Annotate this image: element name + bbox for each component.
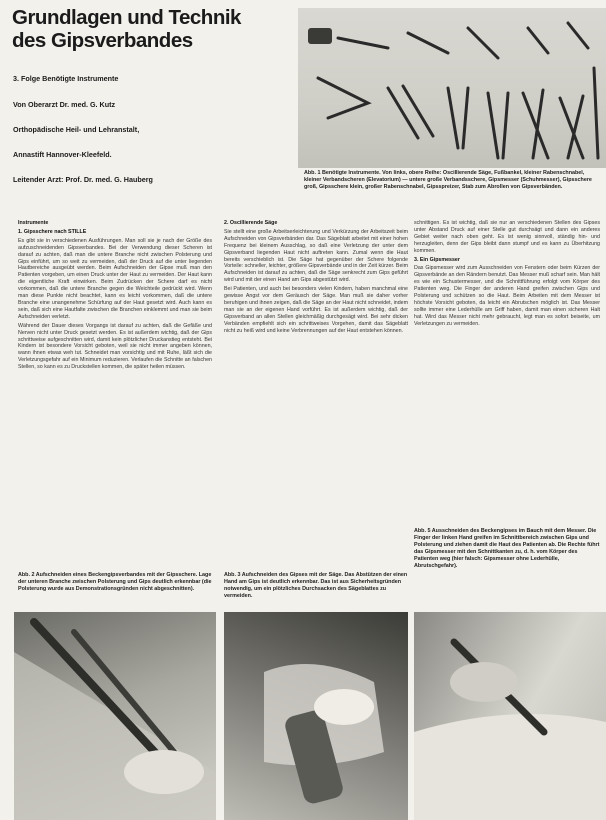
saw-cast-illustration — [224, 612, 408, 820]
column-1-paragraph: Während der Dauer dieses Vorgangs ist darauf zu achten, daß die Gefäße und Nerven nicht unter Druck gesetzt werden. Es ist außerdem wichtig, daß der Gips schrittweise aufgeschnitten wird, damit kein plötzlicher Druckanstieg entsteht. Bei Kindern ist besondere Vorsicht geboten, weil sie nicht immer angeben können, wann ihnen etwas weh tut. Schneidet man vorsichtig und mit Ruhe, läßt sich die Verletzungsgefahr auf ein Minimum reduzieren. Verlaufen die Schnitte an falschen Stellen, so kann es zu Druckstellen kommen, die später heilen müssen. — [18, 322, 212, 371]
title-line-2: des Gipsverbandes — [12, 29, 193, 52]
figure-1-caption: Abb. 1 Benötigte Instrumente. Von links, obere Reihe: Oscillierende Säge, Fußbankel, kleiner Rabenschnabel, kleiner Verbandscheren (Elevatorium) — untere große Verbandsschere, Gipsmesser (Schuhmesser), Gipsschere groß, Gipsschere klein, großer Rabenschnabel, Gipsspreizer, Stab zum Abrollen von Gipsverbänden. — [304, 170, 592, 190]
figure-3-photo — [224, 612, 408, 820]
instruments-illustration — [298, 8, 606, 168]
column-2-heading: 2. Oscillierende Säge — [224, 220, 278, 226]
institution-line: Orthopädische Heil- und Lehranstalt, — [13, 125, 140, 134]
author-line: Von Oberarzt Dr. med. G. Kutz — [13, 100, 116, 109]
column-3-heading: 3. Ein Gipsmesser — [414, 256, 460, 263]
figure-1-photo — [298, 8, 606, 168]
figure-5-caption: Abb. 5 Ausschneiden des Beckengipses im Bauch mit dem Messer. Die Finger der linken Hand greifen im Schnittbereich zwischen Gips und Polsterung und ziehen damit die Haut des Patienten ab. Die Rechte führt das Gipsmesser mit den Schnittkanten zu, d. h. vom Körper des Patienten weg (hier falsch: Gipsmesser ohne Lederhülle, Abrutschgefahr). — [414, 528, 600, 569]
figure-5-photo — [414, 612, 606, 820]
text-column-3 — [414, 220, 600, 520]
column-2-paragraph: Bei Patienten, und auch bei besonders vielen Kindern, haben manchmal eine gewisse Angst vor dem Geräusch der Säge. Man muß sie daher vorher beruhigen und ihnen zeigen, daß die Säge an der Haut nicht schneidet, indem man sie an der eigenen Hand vorführt. Es ist außerdem wichtig, daß der Gipsverband an allen Stellen gleichmäßig durchgesägt wird. Bei sehr dicken Verbänden empfiehlt sich ein schrittweises Vorgehen, damit das Sägeblatt nicht zu heiß wird und keine Verbrennungen auf der Haut entstehen können. — [224, 286, 408, 334]
knife-cast-illustration — [414, 612, 606, 820]
page-title — [12, 6, 312, 52]
column-3-paragraph: schnittigen. Es ist wichtig, daß sie nur an verschiedenen Stellen des Gipses unter Abstand Druck auf einer Stelle gut durchsägt und dann ein anderes Gebiet weiter nach oben geht. Es ist wenig sinnvoll, ständig hin- und herzugleiten, denn der Gips bleibt dann stumpf und es kann zu Überhitzung kommen. — [414, 220, 600, 254]
column-2-paragraph: Sie stellt eine große Arbeitserleichterung und Verkürzung der Arbeitszeit beim Aufschneiden von Gipsverbänden dar. Das Sägeblatt arbeitet mit einer hohen Frequenz bei kleinem Ausschlag, so daß eine Verletzung der unter dem Gipsverband liegenden Haut nicht auftreten kann. Zumal wenn die Haut bereits verschieblich ist. Die Säge hat gegenüber der Schere folgende Vorteile: schneller, leichter, größere Gipsverbände und in der Zeit kürzer. Beim Aufschneiden ist darauf zu achten, daß die Säge senkrecht zum Gips geführt wird und mit der einen Hand am Gips abgestützt wird. — [224, 228, 408, 284]
column-3-paragraph: Das Gipsmesser wird zum Ausschneiden von Fenstern oder beim Kürzen der Gipsverbände an den Rändern benutzt. Das Messer muß scharf sein. Man hält es wie ein Schustermesser, und die Schnittführung erfolgt vom Körper des Patienten weg. Die Finger der anderen Hand greifen zwischen Gips und Polsterung und schützen so die Haut. Beim Arbeiten mit dem Messer ist höchste Vorsicht geboten, da leicht ein Abrutschen möglich ist. Das Messer sollte immer eine Lederhülle am Griff haben, damit man einen sicheren Halt hat. Wird das Messer nicht mehr gebraucht, legt man es sofort beiseite, um Verletzungen zu vermeiden. — [414, 265, 600, 327]
series-label: 3. Folge Benötigte Instrumente — [13, 74, 119, 83]
text-column-1 — [18, 220, 212, 566]
column-1-heading: Instrumente — [18, 220, 49, 226]
director-line: Leitender Arzt: Prof. Dr. med. G. Hauberg — [13, 175, 153, 184]
figure-2-photo — [14, 612, 216, 820]
figure-3-caption: Abb. 3 Aufschneiden des Gipses mit der Säge. Das Abstützen der einen Hand am Gips ist deutlich erkennbar. Das ist aus Sicherheitsgründen notwendig, um ein plötzliches Durchsacken des Sägeblattes zu vermeiden. — [224, 572, 408, 599]
column-1-subheading: 1. Gipsschere nach STILLE — [18, 228, 87, 235]
scissors-cast-illustration — [14, 612, 216, 820]
column-1-paragraph: Es gibt sie in verschiedenen Ausführungen. Man soll sie je nach der Größe des aufzuschneidenden Gipsverbandes. Bei der Verwendung dieser Scheren ist darauf zu achten, daß man die untere Branche nicht zwischen Polsterung und Gips einführt, um so weit zu vermeiden, daß der Druck auf die unter liegenden Hautbereiche ausgeübt werden. Beim Aufschneiden der Gipse muß man den Patienten vorgeben, um einen Druck unter der Haut zu vermeiden. Der Haut kann die eigentliche Kraft einwirken. Beim Zudrücken der Schere darf es nicht vorkommen, daß die untere Branche gegen die Weichteile gedrückt wird. Wenn man diese Punkte nicht beachtet, kann es leicht vorkommen, daß die untere Branche eine unangenehme Schürfung auf der Haut gesetzt wird. Auch kann es sein, daß sich eine Hautfalte zwischen die Branchen einklemmt und man sie beim Aufschneiden verletzt. — [18, 237, 212, 320]
text-column-2 — [224, 220, 408, 566]
figure-2-caption: Abb. 2 Aufschneiden eines Beckengipsverbandes mit der Gipsschere. Lage der unteren Branche zwischen Polsterung und Gips deutlich erkennbar (die Polsterung wurde aus Demonstrationsgründen nicht abgeschnitten). — [18, 572, 212, 592]
location-line: Annastift Hannover-Kleefeld. — [13, 150, 112, 159]
title-line-1: Grundlagen und Technik — [12, 6, 241, 29]
